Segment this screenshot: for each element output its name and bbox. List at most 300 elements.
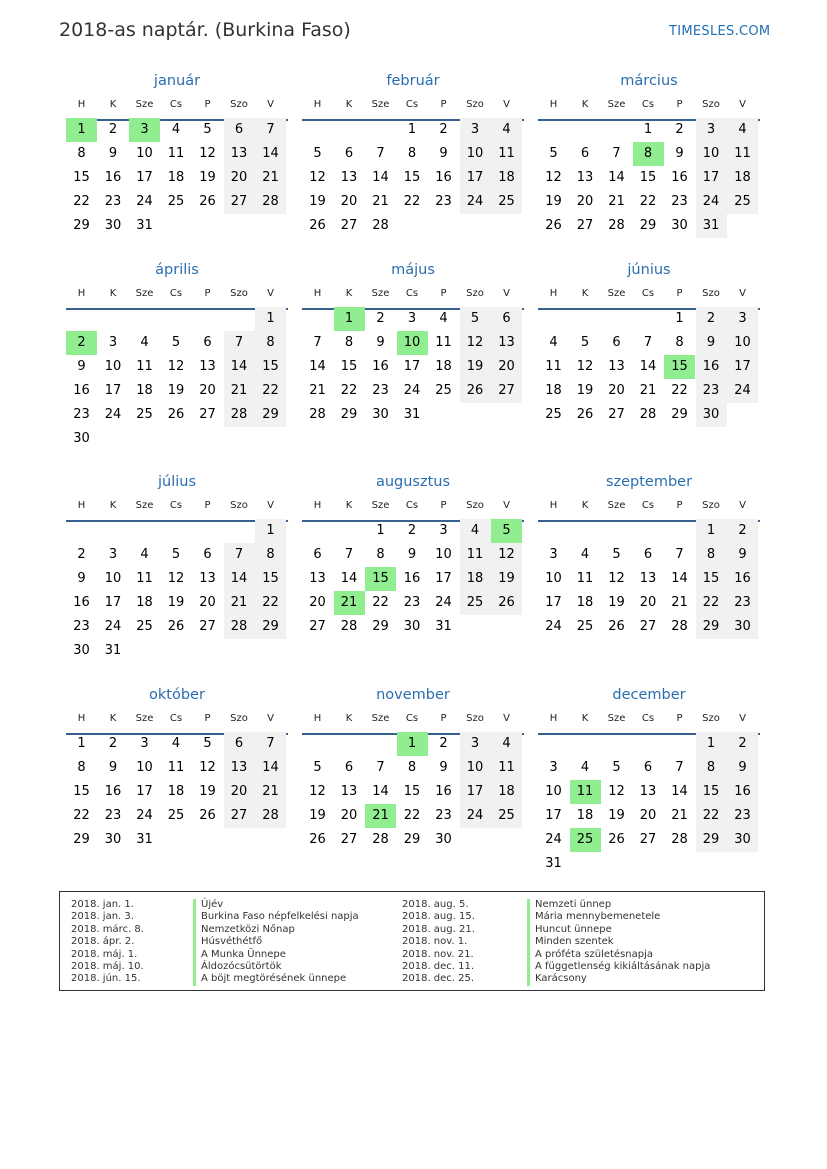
day-cell: 25	[545, 407, 562, 422]
day-cell: 30	[671, 218, 688, 233]
day-cell: 6	[612, 335, 621, 350]
day-cell: 13	[199, 571, 216, 586]
day-cell: 22	[255, 591, 286, 615]
legend-holiday-name: A próféta születésnapja	[527, 949, 653, 961]
legend-date: 2018. aug. 21.	[402, 923, 475, 935]
day-cell: 18	[576, 595, 594, 610]
day-cell: 8	[696, 543, 727, 567]
day-cell: 5	[171, 547, 181, 562]
weekday-label: Sze	[371, 500, 390, 511]
weekday-label: Szo	[230, 99, 248, 110]
day-cell: 15	[403, 784, 421, 799]
weekday-label: Cs	[405, 500, 419, 511]
day-cell: 19	[167, 595, 185, 610]
month-name: december	[612, 687, 686, 703]
day-cell: 16	[73, 595, 90, 610]
weekday-label: P	[676, 288, 683, 299]
day-cell: 18	[576, 808, 594, 823]
day-cell: 27	[608, 407, 625, 422]
legend-date: 2018. máj. 1.	[71, 948, 138, 960]
day-cell: 16	[727, 780, 758, 804]
day-cell: 4	[580, 760, 590, 775]
legend-holiday-name: Áldozócsütörtök	[193, 961, 281, 973]
day-cell: 10	[545, 784, 562, 799]
day-cell: 12	[608, 571, 625, 586]
day-cell: 8	[407, 760, 417, 775]
day-cell: 24	[545, 832, 562, 847]
day-cell: 12	[309, 170, 326, 185]
legend-date: 2018. aug. 15.	[402, 911, 475, 923]
weekday-label: H	[549, 288, 558, 299]
day-cell: 22	[73, 808, 90, 823]
weekday-label: Cs	[405, 99, 419, 110]
day-cell: 6	[224, 118, 255, 142]
weekday-label: H	[313, 500, 322, 511]
day-cell: 12	[545, 170, 562, 185]
day-cell: 2	[439, 736, 448, 751]
brand-link[interactable]: TIMESLES.COM	[669, 24, 771, 39]
day-cell: 20	[224, 166, 255, 190]
day-cell: 4	[140, 335, 149, 350]
day-cell: 17	[136, 784, 153, 799]
day-cell: 30	[104, 218, 122, 233]
day-cell: 24	[727, 379, 758, 403]
day-cell: 3	[727, 307, 758, 331]
legend-date: 2018. dec. 11.	[402, 961, 475, 972]
day-cell: 30	[73, 643, 90, 658]
day-cell: 22	[696, 591, 727, 615]
day-cell: 15	[696, 567, 727, 591]
day-cell: 23	[671, 194, 688, 209]
weekday-label: K	[109, 99, 117, 110]
day-cell: 22	[73, 194, 90, 209]
day-cell: 20	[576, 194, 594, 209]
day-cell: 8	[696, 756, 727, 780]
holiday-day-cell: 21	[365, 804, 396, 828]
day-cell: 19	[309, 194, 326, 209]
day-cell: 20	[309, 595, 326, 610]
day-cell: 11	[727, 142, 758, 166]
day-cell: 15	[696, 780, 727, 804]
day-cell: 19	[545, 194, 562, 209]
day-cell: 26	[460, 379, 491, 403]
legend-holiday-name: Burkina Faso népfelkelési napja	[193, 911, 359, 923]
day-cell: 12	[608, 784, 625, 799]
day-cell: 1	[643, 122, 653, 137]
day-cell: 12	[199, 146, 216, 161]
weekday-label: H	[549, 99, 558, 110]
weekday-label: Sze	[135, 713, 154, 724]
holiday-day-cell: 5	[491, 519, 522, 543]
day-cell: 26	[309, 832, 326, 847]
weekday-label: Szo	[230, 500, 248, 511]
day-cell: 8	[255, 543, 286, 567]
month-name: január	[153, 73, 201, 89]
day-cell: 24	[403, 383, 421, 398]
day-cell: 27	[639, 619, 657, 634]
legend-date: 2018. máj. 10.	[71, 961, 144, 972]
legend-date: 2018. jan. 3.	[71, 911, 134, 923]
weekday-label: H	[313, 99, 322, 110]
day-cell: 22	[255, 379, 286, 403]
weekday-label: Szo	[466, 99, 484, 110]
day-cell: 14	[224, 355, 255, 379]
day-cell: 11	[545, 359, 562, 374]
day-cell: 30	[696, 403, 727, 427]
weekday-label: Cs	[405, 713, 419, 724]
day-cell: 30	[104, 832, 122, 847]
weekday-label: Sze	[371, 713, 390, 724]
weekday-label: Sze	[135, 500, 154, 511]
holiday-day-cell: 1	[66, 118, 97, 142]
month-name: október	[149, 687, 205, 703]
day-cell: 29	[372, 619, 389, 634]
day-cell: 17	[403, 359, 421, 374]
day-cell: 13	[309, 571, 326, 586]
day-cell: 14	[671, 571, 688, 586]
weekday-label: Szo	[702, 500, 720, 511]
day-cell: 22	[340, 383, 358, 398]
day-cell: 8	[77, 760, 86, 775]
day-cell: 21	[372, 194, 389, 209]
day-cell: 21	[309, 383, 326, 398]
day-cell: 12	[491, 543, 522, 567]
legend-holiday-name: Újév	[193, 899, 223, 911]
day-cell: 9	[727, 756, 758, 780]
day-cell: 10	[460, 142, 491, 166]
legend-date: 2018. márc. 8.	[71, 923, 144, 935]
day-cell: 3	[460, 118, 491, 142]
day-cell: 11	[167, 146, 185, 161]
day-cell: 30	[372, 407, 389, 422]
day-cell: 29	[696, 828, 727, 852]
day-cell: 5	[203, 122, 212, 137]
weekday-label: P	[204, 99, 211, 110]
day-cell: 24	[545, 619, 562, 634]
day-cell: 1	[696, 732, 727, 756]
day-cell: 28	[340, 619, 358, 634]
day-cell: 7	[313, 335, 322, 350]
day-cell: 24	[460, 190, 491, 214]
weekday-label: P	[204, 713, 211, 724]
day-cell: 29	[403, 832, 421, 847]
day-cell: 14	[608, 170, 625, 185]
day-cell: 5	[460, 307, 491, 331]
weekday-label: K	[109, 500, 117, 511]
day-cell: 14	[372, 784, 389, 799]
weekday-label: Cs	[641, 288, 655, 299]
weekday-label: V	[267, 288, 274, 299]
day-cell: 16	[73, 383, 90, 398]
weekday-label: Cs	[641, 99, 655, 110]
day-cell: 29	[73, 832, 90, 847]
day-cell: 18	[491, 780, 522, 804]
weekday-label: Sze	[607, 288, 626, 299]
day-cell: 15	[639, 170, 657, 185]
day-cell: 12	[460, 331, 491, 355]
weekday-label: Cs	[169, 288, 183, 299]
weekday-label: Szo	[702, 99, 720, 110]
weekday-label: H	[313, 288, 322, 299]
day-cell: 17	[545, 595, 562, 610]
day-cell: 6	[313, 547, 322, 562]
day-cell: 31	[403, 407, 421, 422]
day-cell: 29	[340, 407, 358, 422]
weekday-label: P	[440, 288, 447, 299]
weekday-label: K	[581, 99, 589, 110]
day-cell: 22	[639, 194, 657, 209]
day-cell: 9	[108, 760, 118, 775]
day-cell: 25	[491, 190, 522, 214]
day-cell: 8	[675, 335, 684, 350]
day-cell: 10	[136, 146, 153, 161]
day-cell: 4	[491, 732, 522, 756]
month-name: május	[391, 262, 435, 278]
day-cell: 16	[727, 567, 758, 591]
day-cell: 11	[460, 543, 491, 567]
day-cell: 19	[576, 383, 594, 398]
weekday-label: V	[503, 713, 510, 724]
day-cell: 2	[376, 311, 385, 326]
day-cell: 8	[344, 335, 354, 350]
day-cell: 26	[545, 218, 562, 233]
day-cell: 13	[340, 784, 358, 799]
day-cell: 16	[696, 355, 727, 379]
weekday-label: V	[503, 500, 510, 511]
legend-date: 2018. nov. 21.	[402, 948, 474, 960]
day-cell: 22	[696, 804, 727, 828]
day-cell: 11	[435, 335, 452, 350]
day-cell: 20	[639, 595, 657, 610]
day-cell: 26	[199, 808, 216, 823]
day-cell: 7	[612, 146, 621, 161]
weekday-label: Cs	[405, 288, 419, 299]
holiday-day-cell: 8	[633, 142, 664, 166]
day-cell: 5	[203, 736, 212, 751]
day-cell: 1	[696, 519, 727, 543]
weekday-label: P	[676, 99, 683, 110]
day-cell: 27	[491, 379, 522, 403]
day-cell: 19	[460, 355, 491, 379]
weekday-label: Szo	[466, 500, 484, 511]
day-cell: 4	[460, 519, 491, 543]
day-cell: 19	[199, 170, 216, 185]
day-cell: 11	[491, 756, 522, 780]
weekday-label: V	[503, 288, 510, 299]
day-cell: 24	[460, 804, 491, 828]
day-cell: 6	[580, 146, 590, 161]
day-cell: 2	[675, 122, 684, 137]
day-cell: 10	[435, 547, 452, 562]
day-cell: 25	[167, 808, 185, 823]
weekday-label: Szo	[466, 288, 484, 299]
weekday-label: P	[204, 288, 211, 299]
day-cell: 7	[376, 760, 385, 775]
day-cell: 17	[104, 383, 122, 398]
weekday-label: P	[440, 713, 447, 724]
holiday-day-cell: 1	[334, 307, 365, 331]
day-cell: 17	[136, 170, 153, 185]
day-cell: 27	[340, 218, 358, 233]
day-cell: 3	[549, 547, 558, 562]
day-cell: 31	[136, 832, 153, 847]
weekday-label: V	[739, 288, 746, 299]
weekday-label: Sze	[371, 288, 390, 299]
day-cell: 2	[108, 122, 118, 137]
day-cell: 28	[255, 190, 286, 214]
day-cell: 1	[407, 122, 417, 137]
day-cell: 25	[435, 383, 452, 398]
weekday-label: K	[109, 713, 117, 724]
day-cell: 1	[675, 311, 684, 326]
day-cell: 10	[727, 331, 758, 355]
day-cell: 29	[255, 615, 286, 639]
holiday-legend	[59, 891, 765, 991]
day-cell: 17	[696, 166, 727, 190]
day-cell: 13	[491, 331, 522, 355]
day-cell: 18	[435, 359, 452, 374]
day-cell: 9	[376, 335, 385, 350]
day-cell: 18	[727, 166, 758, 190]
weekday-label: Sze	[607, 500, 626, 511]
day-cell: 20	[340, 194, 358, 209]
day-cell: 27	[639, 832, 657, 847]
day-cell: 20	[608, 383, 625, 398]
holiday-day-cell: 11	[570, 780, 601, 804]
day-cell: 30	[435, 832, 452, 847]
legend-holiday-name: A függetlenség kikiáltásának napja	[527, 961, 710, 973]
day-cell: 7	[675, 547, 684, 562]
day-cell: 10	[104, 571, 122, 586]
day-cell: 18	[167, 170, 185, 185]
day-cell: 27	[224, 190, 255, 214]
day-cell: 3	[407, 311, 417, 326]
day-cell: 28	[372, 832, 389, 847]
weekday-label: Szo	[702, 288, 720, 299]
holiday-day-cell: 10	[397, 331, 428, 355]
day-cell: 24	[104, 619, 122, 634]
legend-holiday-name: A Munka Ünnepe	[193, 949, 286, 961]
day-cell: 23	[727, 804, 758, 828]
day-cell: 26	[576, 407, 594, 422]
weekday-label: Szo	[466, 713, 484, 724]
legend-holiday-name: Húsvéthétfő	[193, 936, 262, 948]
day-cell: 28	[372, 218, 389, 233]
day-cell: 3	[460, 732, 491, 756]
day-cell: 2	[439, 122, 448, 137]
legend-holiday-name: Mária mennybemenetele	[527, 911, 660, 923]
day-cell: 17	[727, 355, 758, 379]
day-cell: 18	[136, 595, 153, 610]
day-cell: 25	[491, 804, 522, 828]
weekday-label: V	[739, 713, 746, 724]
day-cell: 7	[255, 732, 286, 756]
day-cell: 4	[171, 736, 181, 751]
weekday-label: H	[77, 500, 86, 511]
legend-holiday-name: Karácsony	[527, 973, 587, 985]
day-cell: 1	[77, 736, 86, 751]
legend-date: 2018. jún. 15.	[71, 973, 141, 985]
legend-holiday-name: Huncut ünnepe	[527, 924, 612, 936]
weekday-label: Sze	[135, 288, 154, 299]
legend-holiday-name: A böjt megtörésének ünnepe	[193, 973, 346, 985]
day-cell: 9	[727, 543, 758, 567]
day-cell: 13	[608, 359, 625, 374]
day-cell: 14	[372, 170, 389, 185]
day-cell: 4	[171, 122, 181, 137]
day-cell: 14	[224, 567, 255, 591]
day-cell: 27	[224, 804, 255, 828]
day-cell: 2	[727, 732, 758, 756]
day-cell: 5	[313, 146, 322, 161]
day-cell: 6	[203, 335, 212, 350]
weekday-label: Szo	[702, 713, 720, 724]
day-cell: 14	[340, 571, 358, 586]
day-cell: 9	[439, 146, 448, 161]
weekday-label: V	[739, 500, 746, 511]
weekday-label: H	[313, 713, 322, 724]
day-cell: 30	[727, 828, 758, 852]
holiday-day-cell: 2	[66, 331, 97, 355]
day-cell: 25	[136, 619, 153, 634]
day-cell: 24	[136, 194, 153, 209]
day-cell: 9	[407, 547, 417, 562]
day-cell: 22	[671, 383, 688, 398]
day-cell: 3	[549, 760, 558, 775]
day-cell: 21	[224, 379, 255, 403]
weekday-label: K	[345, 713, 353, 724]
day-cell: 1	[255, 519, 286, 543]
weekday-label: H	[549, 713, 558, 724]
day-cell: 27	[199, 619, 216, 634]
day-cell: 11	[136, 359, 153, 374]
month-name: március	[620, 73, 678, 89]
day-cell: 12	[309, 784, 326, 799]
weekday-label: P	[676, 500, 683, 511]
day-cell: 25	[727, 190, 758, 214]
holiday-day-cell: 25	[570, 828, 601, 852]
day-cell: 23	[73, 407, 90, 422]
day-cell: 1	[376, 523, 385, 538]
legend-date: 2018. jan. 1.	[71, 899, 134, 910]
weekday-label: K	[345, 99, 353, 110]
weekday-label: Cs	[641, 713, 655, 724]
day-cell: 31	[136, 218, 153, 233]
day-cell: 26	[309, 218, 326, 233]
day-cell: 10	[696, 142, 727, 166]
day-cell: 28	[309, 407, 326, 422]
weekday-label: H	[549, 500, 558, 511]
day-cell: 2	[77, 547, 86, 562]
month-name: április	[155, 262, 199, 278]
day-cell: 4	[491, 118, 522, 142]
holiday-day-cell: 21	[334, 591, 365, 615]
day-cell: 8	[407, 146, 417, 161]
day-cell: 23	[435, 194, 452, 209]
day-cell: 30	[73, 431, 90, 446]
day-cell: 2	[407, 523, 417, 538]
day-cell: 4	[580, 547, 590, 562]
day-cell: 10	[460, 756, 491, 780]
weekday-label: K	[581, 288, 589, 299]
day-cell: 5	[612, 760, 621, 775]
day-cell: 24	[435, 595, 452, 610]
weekday-label: P	[440, 500, 447, 511]
day-cell: 9	[108, 146, 118, 161]
weekday-label: K	[345, 288, 353, 299]
day-cell: 5	[313, 760, 322, 775]
day-cell: 14	[639, 359, 657, 374]
